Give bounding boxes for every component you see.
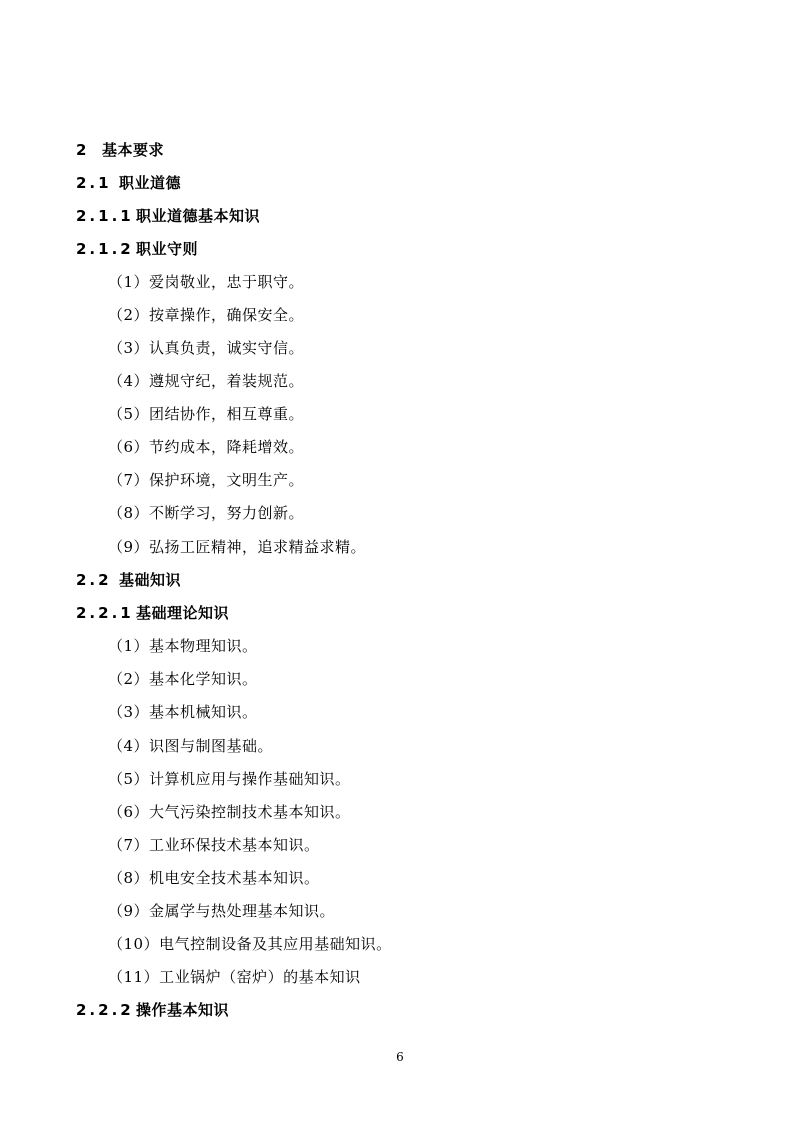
heading-number: 2.2.2 [76, 1001, 134, 1019]
heading-number: 2.2.1 [76, 604, 134, 622]
heading-2 [76, 138, 164, 162]
list-item: （6）节约成本，降耗增效。 [108, 438, 305, 456]
list-item: （1）基本物理知识。 [108, 637, 258, 655]
heading-title: 基本要求 [102, 141, 165, 159]
list-item: （7）保护环境，文明生产。 [108, 471, 305, 489]
heading-2-1 [76, 171, 181, 195]
heading-number: 2.1.2 [76, 240, 134, 258]
list-item: （7）工业环保技术基本知识。 [108, 836, 320, 854]
list-item: （1）爱岗敬业，忠于职守。 [108, 273, 305, 291]
list-item: （5）团结协作，相互尊重。 [108, 405, 305, 423]
list-item: （3）基本机械知识。 [108, 703, 258, 721]
list-item: （3）认真负责，诚实守信。 [108, 339, 305, 357]
list-item: （9）弘扬工匠精神，追求精益求精。 [108, 538, 367, 556]
list-item: （2）基本化学知识。 [108, 670, 258, 688]
list-item: （5）计算机应用与操作基础知识。 [108, 770, 351, 788]
list-item: （11）工业锅炉（窑炉）的基本知识 [108, 968, 361, 986]
heading-title: 职业守则 [136, 240, 199, 258]
list-item: （2）按章操作，确保安全。 [108, 306, 305, 324]
heading-2-2-1 [76, 601, 229, 625]
heading-title: 基础理论知识 [136, 604, 230, 622]
heading-2-1-1 [76, 204, 260, 228]
list-item: （4）识图与制图基础。 [108, 737, 274, 755]
page-number: 6 [396, 1050, 404, 1064]
list-item: （4）遵规守纪，着装规范。 [108, 372, 305, 390]
heading-title: 职业道德基本知识 [136, 207, 261, 225]
list-item: （9）金属学与热处理基本知识。 [108, 902, 336, 920]
heading-number: 2.1.1 [76, 207, 134, 225]
heading-2-1-2 [76, 237, 198, 261]
list-item: （10）电气控制设备及其应用基础知识。 [108, 935, 392, 953]
heading-number: 2 [76, 141, 90, 159]
heading-title: 基础知识 [119, 571, 182, 589]
heading-2-2 [76, 568, 181, 592]
heading-number: 2.1 [76, 174, 112, 192]
list-item: （6）大气污染控制技术基本知识。 [108, 803, 351, 821]
heading-title: 职业道德 [119, 174, 182, 192]
heading-2-2-2 [76, 998, 229, 1022]
list-item: （8）不断学习，努力创新。 [108, 504, 305, 522]
heading-title: 操作基本知识 [136, 1001, 230, 1019]
heading-number: 2.2 [76, 571, 112, 589]
list-item: （8）机电安全技术基本知识。 [108, 869, 320, 887]
